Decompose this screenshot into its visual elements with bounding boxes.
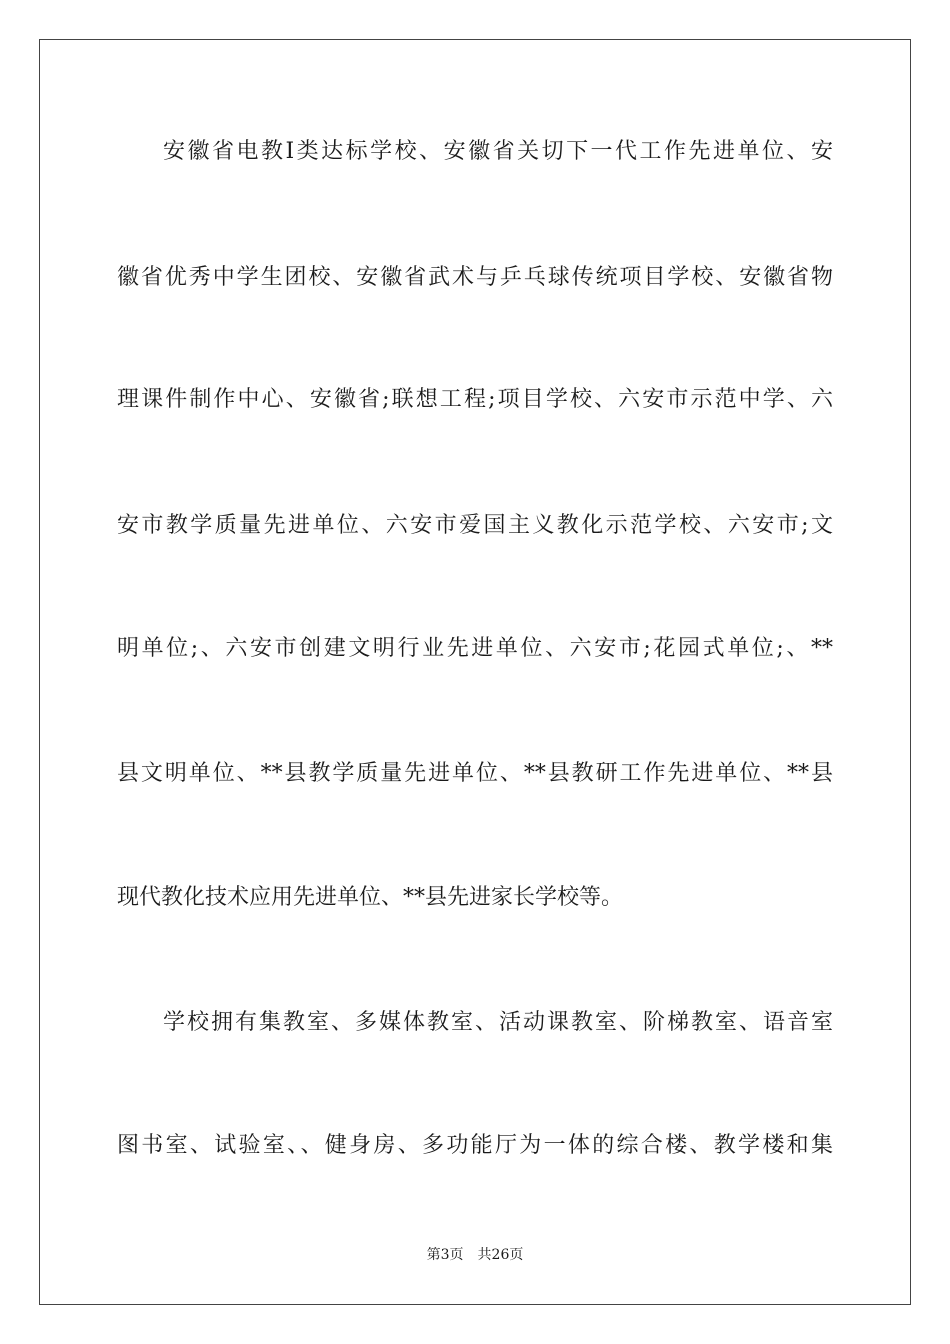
text-line: 明单位;、六安市创建文明行业先进单位、六安市;花园式单位;、**: [117, 636, 833, 661]
text-line: 徽省优秀中学生团校、安徽省武术与乒乓球传统项目学校、安徽省物: [117, 265, 833, 290]
text-line: 图书室、试验室、、健身房、多功能厅为一体的综合楼、教学楼和集: [117, 1133, 833, 1158]
page-total: 共26页: [477, 1247, 524, 1263]
text-line: 安徽省电教Ⅰ类达标学校、安徽省关切下一代工作先进单位、安: [163, 139, 833, 164]
text-line: 县文明单位、**县教学质量先进单位、**县教研工作先进单位、**县: [117, 761, 833, 786]
page-border: [39, 39, 911, 1305]
text-line: 现代教化技术应用先进单位、**县先进家长学校等。: [117, 885, 624, 910]
text-line: 学校拥有集教室、多媒体教室、活动课教室、阶梯教室、语音室: [163, 1010, 833, 1035]
text-line: 安市教学质量先进单位、六安市爱国主义教化示范学校、六安市;文: [117, 513, 833, 538]
page-number: 第3页: [426, 1247, 464, 1263]
page-footer: [0, 1245, 950, 1265]
text-line: 理课件制作中心、安徽省;联想工程;项目学校、六安市示范中学、六: [117, 387, 833, 412]
